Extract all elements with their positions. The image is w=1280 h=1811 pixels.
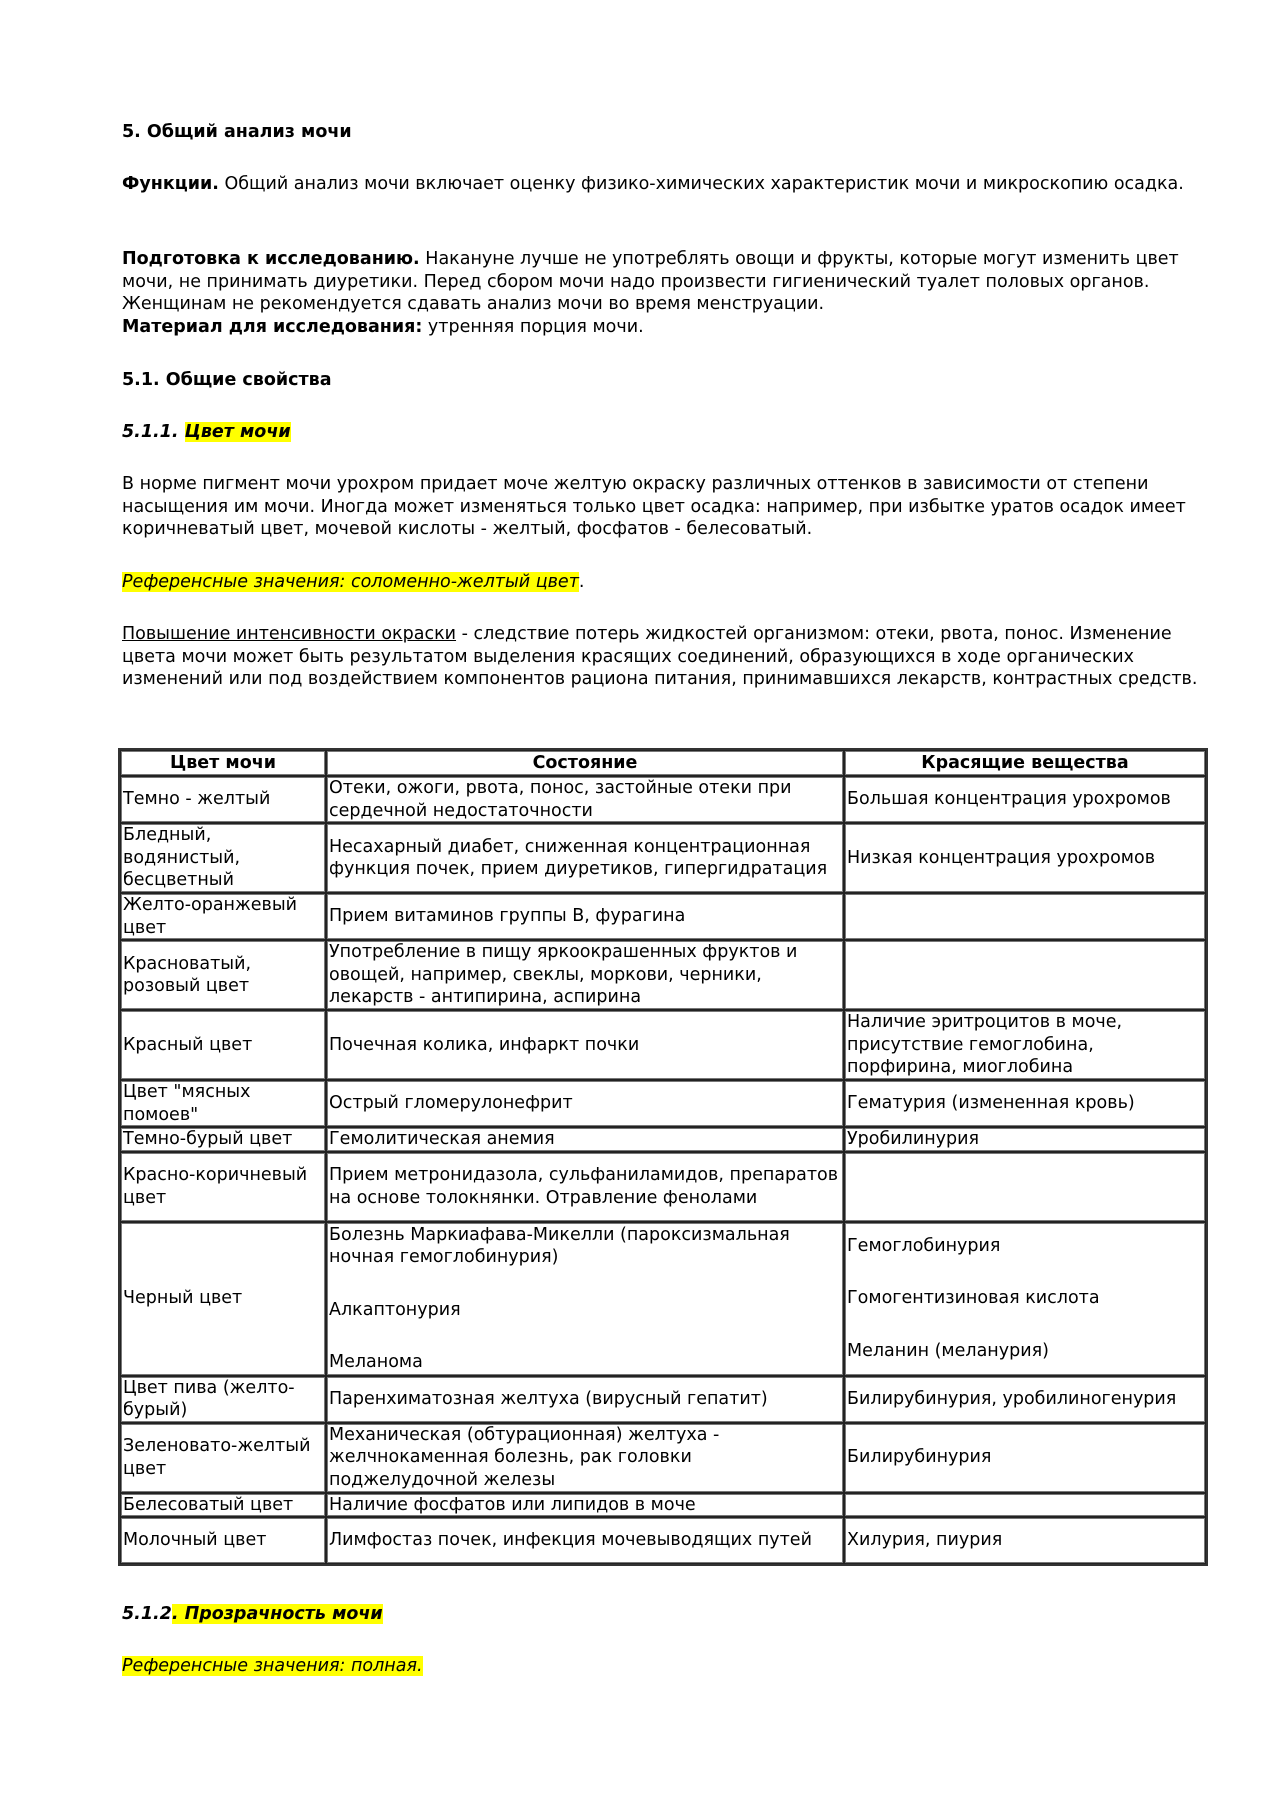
table-row: [120, 1517, 1206, 1564]
cell-color: Бледный, водянистый, бесцветный: [120, 823, 326, 893]
cell-substance: [844, 1152, 1206, 1222]
color-reference: [122, 571, 1212, 594]
material-text: утренняя порция мочи.: [422, 316, 644, 337]
substance-line: Гемоглобинурия: [847, 1235, 1001, 1256]
cell-substance: Билирубинурия: [844, 1423, 1206, 1493]
cell-color: Цвет "мясных помоев": [120, 1080, 326, 1127]
section-5-1-heading: 5.1. Общие свойства: [122, 370, 332, 390]
clarity-reference: [122, 1655, 1212, 1678]
table-row: [120, 1222, 1206, 1376]
state-line: Болезнь Маркиафава-Микелли (пароксизмальная ночная гемоглобинурия): [329, 1224, 790, 1267]
clarity-reference-text: Референсные значения: полная.: [122, 1656, 423, 1676]
state-line: Меланома: [329, 1352, 423, 1372]
header-state: Состояние: [326, 750, 844, 776]
cell-state: Употребление в пищу яркоокрашенных фруктов и овощей, например, свеклы, моркови, черники, лекарств - антипирина, аспирина: [326, 940, 844, 1010]
cell-state: Несахарный диабет, сниженная концентрационная функция почек, прием диуретиков, гипергидратация: [326, 823, 844, 893]
intensity-underlined: Повышение интенсивности окраски: [122, 624, 457, 644]
table-header-row: [120, 750, 1206, 776]
cell-substance: [844, 1222, 1206, 1376]
section-5-1-2-number: 5.1.2: [122, 1604, 172, 1624]
color-reference-suffix: .: [578, 572, 585, 592]
intensity-paragraph: [122, 623, 1212, 691]
cell-color: Молочный цвет: [120, 1517, 326, 1564]
preparation-paragraph: [122, 248, 1212, 316]
substance-line: Гомогентизиновая кислота: [847, 1288, 1100, 1309]
cell-color: Красноватый, розовый цвет: [120, 940, 326, 1010]
table-row: [120, 1423, 1206, 1493]
table-row: [120, 776, 1206, 823]
cell-substance: Гематурия (измененная кровь): [844, 1080, 1206, 1127]
functions-paragraph: [122, 173, 1212, 196]
table-row: [120, 893, 1206, 940]
cell-substance: Наличие эритроцитов в моче, присутствие гемоглобина, порфирина, миоглобина: [844, 1010, 1206, 1080]
table-row: [120, 1080, 1206, 1127]
section-5-1-2-heading: [122, 1603, 1212, 1626]
cell-state: [326, 1222, 844, 1376]
cell-color: Белесоватый цвет: [120, 1493, 326, 1518]
color-intro-paragraph: В норме пигмент мочи урохром придает моче желтую окраску различных оттенков в зависимости от степени насыщения им мочи. Иногда может изменяться только цвет осадка: например, при избытке уратов осадок имеет коричневатый цвет, мочевой кислоты - желтый, фосфатов - белесоватый.: [122, 474, 1186, 539]
preparation-text: Накануне лучше не употреблять овощи и фрукты, которые могут изменить цвет мочи, не принимать диуретики. Перед сбором мочи надо произвести гигиенический туалет половых органов. Женщинам не рекомендуется сдавать анализ мочи во время менструации.: [122, 249, 1179, 314]
section-5-1-2-title: . Прозрачность мочи: [171, 1604, 383, 1624]
cell-substance: Большая концентрация урохромов: [844, 776, 1206, 823]
heading-main: 5. Общий анализ мочи: [122, 122, 352, 142]
cell-color: Зеленовато-желтый цвет: [120, 1423, 326, 1493]
cell-color: Цвет пива (желто-бурый): [120, 1376, 326, 1423]
cell-state: Прием метронидазола, сульфаниламидов, препаратов на основе толокнянки. Отравление фенолами: [326, 1152, 844, 1222]
preparation-label: Подготовка к исследованию.: [122, 249, 420, 269]
header-color: Цвет мочи: [120, 750, 326, 776]
functions-label: Функции.: [122, 174, 219, 194]
material-label: Материал для исследования:: [122, 316, 423, 337]
table-row: [120, 940, 1206, 1010]
cell-state: Отеки, ожоги, рвота, понос, застойные отеки при сердечной недостаточности: [326, 776, 844, 823]
cell-substance: [844, 893, 1206, 940]
cell-color: Желто-оранжевый цвет: [120, 893, 326, 940]
cell-substance: Билирубинурия, уробилиногенурия: [844, 1376, 1206, 1423]
cell-substance: Низкая концентрация урохромов: [844, 823, 1206, 893]
table-row: [120, 1376, 1206, 1423]
material-paragraph: [122, 316, 1212, 339]
cell-color: Красный цвет: [120, 1010, 326, 1080]
section-5-1-1-title: Цвет мочи: [184, 422, 291, 442]
state-line: Алкаптонурия: [329, 1299, 461, 1320]
section-5-1-1-heading: [122, 421, 1212, 444]
cell-color: Черный цвет: [120, 1222, 326, 1376]
cell-substance: [844, 1493, 1206, 1518]
cell-state: Острый гломерулонефрит: [326, 1080, 844, 1127]
functions-text: Общий анализ мочи включает оценку физико-химических характеристик мочи и микроскопию осадка.: [218, 174, 1184, 194]
section-5-1-1-number: 5.1.1.: [122, 422, 185, 442]
cell-substance: Уробилинурия: [844, 1127, 1206, 1152]
cell-state: Наличие фосфатов или липидов в моче: [326, 1493, 844, 1518]
table-row: [120, 1127, 1206, 1152]
color-reference-text: Референсные значения: соломенно-желтый цвет: [122, 572, 579, 592]
urine-color-table: [118, 748, 1208, 1566]
cell-substance: [844, 940, 1206, 1010]
cell-state: Лимфостаз почек, инфекция мочевыводящих путей: [326, 1517, 844, 1564]
intensity-text: - следствие потерь жидкостей организмом: отеки, рвота, понос. Изменение цвета мочи может быть результатом выделения красящих соединений, образующихся в ходе органических изменений или под воздействием компонентов рациона питания, принимавшихся лекарств, контрастных средств.: [122, 624, 1198, 689]
cell-state: Почечная колика, инфаркт почки: [326, 1010, 844, 1080]
cell-state: Паренхиматозная желтуха (вирусный гепатит): [326, 1376, 844, 1423]
cell-state: Гемолитическая анемия: [326, 1127, 844, 1152]
cell-state: Прием витаминов группы В, фурагина: [326, 893, 844, 940]
header-substance: Красящие вещества: [844, 750, 1206, 776]
table-row: [120, 1010, 1206, 1080]
substance-line: Меланин (меланурия): [847, 1340, 1049, 1361]
cell-state: Механическая (обтурационная) желтуха - желчнокаменная болезнь, рак головки поджелудочной железы: [326, 1423, 844, 1493]
table-row: [120, 823, 1206, 893]
table-row: [120, 1152, 1206, 1222]
preparation-block: [122, 248, 1212, 338]
cell-substance: Хилурия, пиурия: [844, 1517, 1206, 1564]
cell-color: Темно - желтый: [120, 776, 326, 823]
table-row: [120, 1493, 1206, 1518]
cell-color: Красно-коричневый цвет: [120, 1152, 326, 1222]
cell-color: Темно-бурый цвет: [120, 1127, 326, 1152]
